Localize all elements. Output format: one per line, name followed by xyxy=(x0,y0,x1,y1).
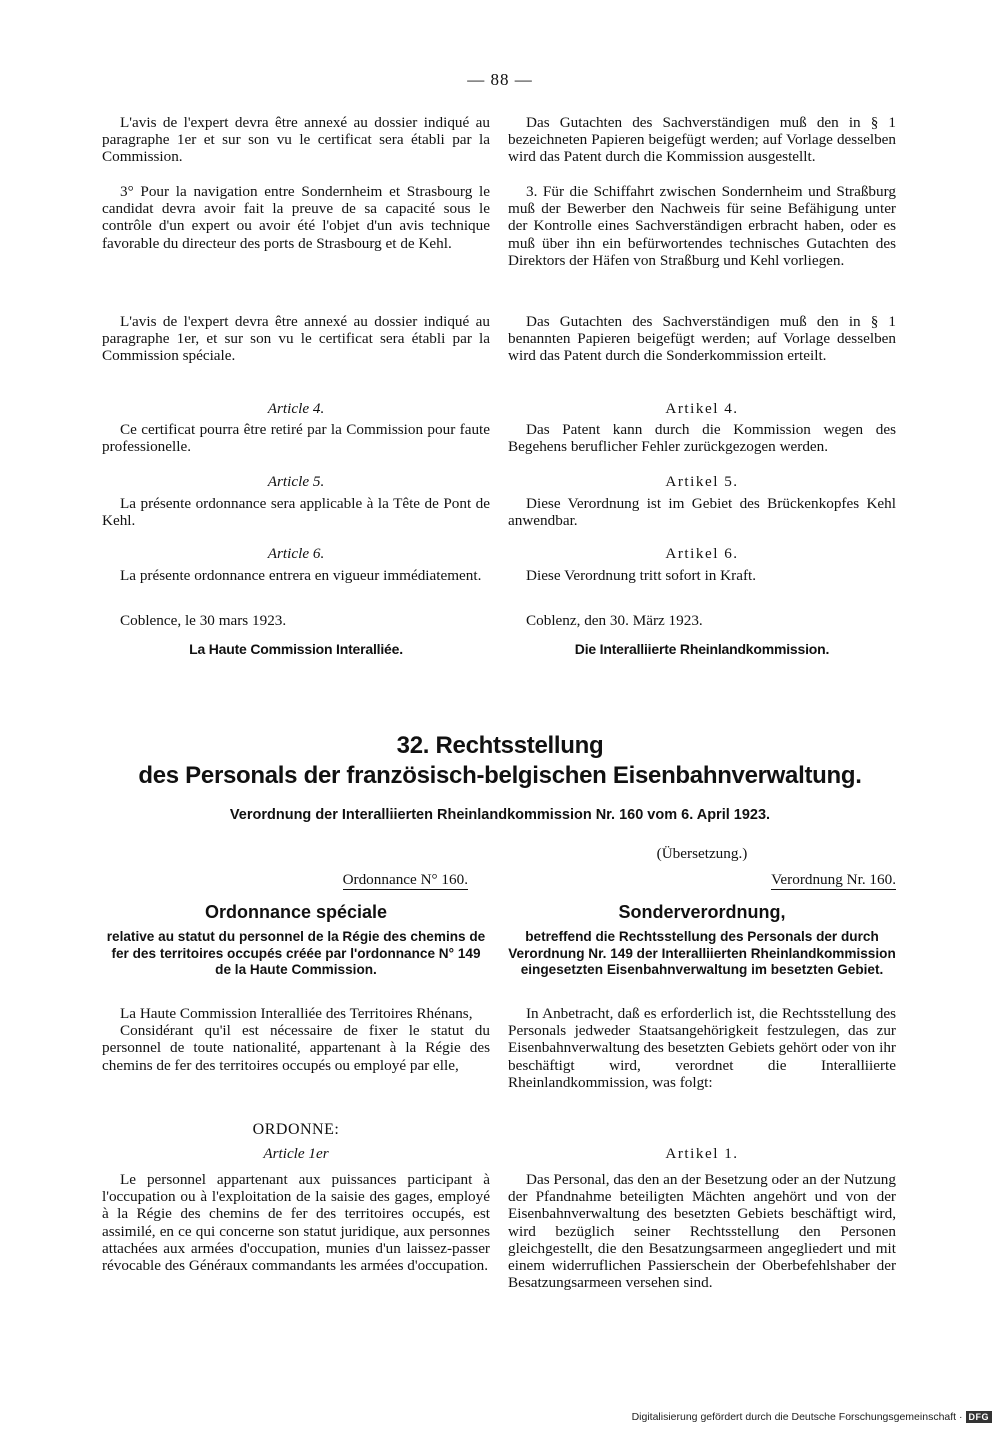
fr-article-5-title: Article 5. xyxy=(267,473,325,490)
fr-article-4-title: Article 4. xyxy=(267,400,325,417)
fr-ordonnance-subtitle: relative au statut du personnel de la Régie des chemins de fer des territoires occupés créée par l'ordonnance N° 149 de la Haute Commission. xyxy=(106,929,486,977)
de-verordnung-subtitle: betreffend die Rechtsstellung des Personals der durch Verordnung Nr. 149 der Interalliierten Rheinlandkommission eingesetzten Eisenbahnverwaltung im besetzten Gebiet. xyxy=(508,929,896,977)
top-left-column xyxy=(102,114,490,166)
fr-article-1-title: Article 1er xyxy=(263,1145,329,1162)
de-preamble: In Anbetracht, daß es erforderlich ist, die Rechtsstellung des Personals jedweder Staatsangehörigkeit festzulegen, das zur Eisenbahnverwaltung des besetzten Gebiets gehört oder von ihr beschäftigt wird, verordnet die Interalliierte Rheinlandkommission, was folgt: xyxy=(508,1005,896,1091)
footer-credit xyxy=(632,1411,992,1423)
page-number: — 88 — xyxy=(467,70,533,89)
de-verordnung-title: Sonderverordnung, xyxy=(618,902,786,922)
de-article-5-title: Artikel 5. xyxy=(665,473,739,490)
dfg-logo: DFG xyxy=(966,1411,993,1423)
fr-paragraph-navigation: 3° Pour la navigation entre Sondernheim et Strasbourg le candidat devra avoir fait la preuve de sa capacité sous le contrôle d'un expert ou avoir été l'objet d'un avis technique favorable du directeur des ports de Strasbourg et de Kehl. xyxy=(102,183,490,252)
de-paragraph-gutachten: Das Gutachten des Sachverständigen muß den in § 1 bezeichneten Papieren beigefügt werden; auf Vorlage desselben wird das Patent durch die Kommission ausgestellt. xyxy=(508,114,896,166)
fr-article-6-title: Article 6. xyxy=(267,545,325,562)
translation-note: (Übersetzung.) xyxy=(656,845,748,862)
de-article-6-title: Artikel 6. xyxy=(665,545,739,562)
fr-article-4-text: Ce certificat pourra être retiré par la Commission pour faute professionelle. xyxy=(102,421,490,456)
fr-paragraph-expert: L'avis de l'expert devra être annexé au dossier indiqué au paragraphe 1er et sur son vu le certificat sera établi par la Commission. xyxy=(102,114,490,166)
fr-article-5-text: La présente ordonnance sera applicable à la Tête de Pont de Kehl. xyxy=(102,495,490,530)
fr-ordonnance-label: Ordonnance N° 160. xyxy=(342,871,468,888)
top-left-navigation xyxy=(102,183,490,252)
fr-ordonne: ORDONNE: xyxy=(252,1121,340,1138)
section-title-line2: des Personals der französisch-belgischen Eisenbahnverwaltung. xyxy=(138,762,862,789)
de-place-date: Coblenz, den 30. März 1923. xyxy=(526,612,703,629)
top-left-expert-2 xyxy=(102,313,490,365)
de-signature: Die Interalliierte Rheinlandkommission. xyxy=(574,641,830,657)
fr-signature: La Haute Commission Interalliée. xyxy=(189,641,403,657)
de-paragraph-gutachten-2: Das Gutachten des Sachverständigen muß den in § 1 benannten Papieren beigefügt werden; auf Vorlage desselben wird das Patent durch die Sonderkommission erteilt. xyxy=(508,313,896,365)
de-article-6-text: Diese Verordnung tritt sofort in Kraft. xyxy=(526,567,757,584)
fr-place-date: Coblence, le 30 mars 1923. xyxy=(120,612,287,629)
fr-paragraph-expert-2: L'avis de l'expert devra être annexé au dossier indiqué au paragraphe 1er, et sur son vu le certificat sera établi par la Commission spéciale. xyxy=(102,313,490,365)
fr-preamble: La Haute Commission Interalliée des Territoires Rhénans, Considérant qu'il est nécessaire de fixer le statut du personnel de toute nationalité, appartenant à la Régie des chemins de fer des territoires occupés ou employé par elle, xyxy=(102,1005,490,1074)
de-article-5-text: Diese Verordnung ist im Gebiet des Brückenkopfes Kehl anwendbar. xyxy=(508,495,896,530)
footer-text: Digitalisierung gefördert durch die Deutsche Forschungsgemeinschaft · xyxy=(631,1411,963,1423)
de-paragraph-schiffahrt: 3. Für die Schiffahrt zwischen Sondernheim und Straßburg muß der Bewerber den Nachweis für seine Befähigung unter der Kontrolle eines Sachverständigen erbracht haben, oder es muß über ihn ein befürwortendes technisches Gutachten des Direktors der Häfen von Straßburg und Kehl vorliegen. xyxy=(508,183,896,269)
fr-article-6-text: La présente ordonnance entrera en vigueur immédiatement. xyxy=(120,567,482,584)
fr-article-1-text: Le personnel appartenant aux puissances participant à l'occupation ou à l'exploitation de la saisie des gages, employé à la Régie des chemins de fer des territoires occupés, est assimilé, en ce qui concerne son statut juridique, aux personnes attachées aux armées d'occupation, munies d'un laissez-passer révocable des Généraux commandants les armées d'occupation. xyxy=(102,1171,490,1275)
section-subtitle: Verordnung der Interalliierten Rheinlandkommission Nr. 160 vom 6. April 1923. xyxy=(229,807,771,823)
section-title-line1: 32. Rechtsstellung xyxy=(396,732,604,759)
de-verordnung-label: Verordnung Nr. 160. xyxy=(771,871,896,888)
de-article-4-text: Das Patent kann durch die Kommission wegen des Begehens beruflicher Fehler zurückgezogen werden. xyxy=(508,421,896,456)
fr-ordonnance-title: Ordonnance spéciale xyxy=(204,902,388,922)
de-article-1-title: Artikel 1. xyxy=(665,1145,739,1162)
de-article-4-title: Artikel 4. xyxy=(665,400,739,417)
de-article-1-text: Das Personal, das den an der Besetzung oder an der Nutzung der Pfandnahme beteiligten Mächten angehört und von der Eisenbahnverwaltung des besetzten Gebiets beschäftigt wird, wird bezüglich seiner Rechtsstellung den Personen gleichgestellt, die den Besatzungsarmeen angegliedert und mit einem widerruflichen Passierschein der Oberbefehlshaber der Besatzungsarmeen versehen sind. xyxy=(508,1171,896,1292)
